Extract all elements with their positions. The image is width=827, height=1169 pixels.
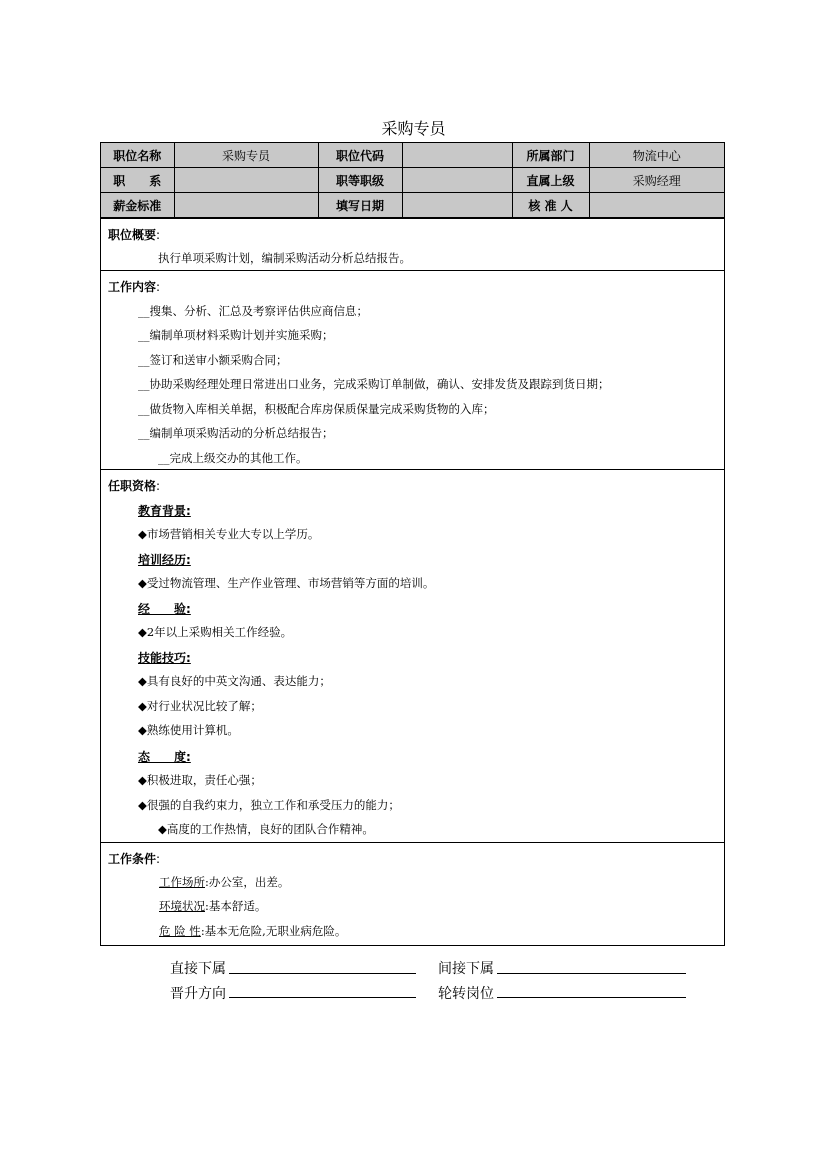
job-family-value	[174, 168, 318, 193]
summary-text: 执行单项采购计划，编制采购活动分析总结报告。	[158, 251, 411, 265]
experience-text: ◆2年以上采购相关工作经验。	[138, 625, 293, 639]
department-value: 物流中心	[589, 143, 724, 168]
work-item: __完成上级交办的其他工作。	[158, 451, 308, 465]
qualification-title: 任职资格	[108, 479, 157, 493]
department-label: 所属部门	[512, 143, 589, 168]
environment-label: 环境状况	[159, 899, 205, 913]
rotation-label: 轮转岗位	[438, 986, 494, 1002]
attitude-item: ◆高度的工作热情，良好的团队合作精神。	[158, 822, 374, 836]
education-text: ◆市场营销相关专业大专以上学历。	[138, 527, 320, 541]
promotion-label: 晋升方向	[170, 986, 226, 1002]
workplace-line	[159, 874, 289, 890]
skills-label: 技能技巧:	[138, 651, 191, 665]
environment-line	[159, 898, 266, 914]
indirect-subordinate-blank	[497, 973, 686, 974]
qualification-section: 任职资格: 教育背景: ◆市场营销相关专业大专以上学历。 培训经历: ◆受过物流管理、生产作业管理、市场营销等方面的培训。 经 验: ◆2年以上采购相关工作经验。 技能技巧: ◆具有良好的中英文沟通、表达能力； ◆对行业状况比较了解； ◆熟练使用计算机。 态 度: ◆积极进取，责任心强； ◆很强的自我约束力，独立工作和承受压力的能力； ◆高度的工作热情，良好的团队合作精神。	[101, 469, 724, 842]
fill-date-label: 填写日期	[318, 193, 402, 218]
salary-value	[174, 193, 318, 218]
work-title: 工作内容	[108, 280, 157, 294]
fill-date-value	[402, 193, 512, 218]
position-code-label: 职位代码	[318, 143, 402, 168]
work-item: __编制单项采购活动的分析总结报告；	[138, 426, 334, 440]
work-section: 工作内容: __搜集、分析、汇总及考察评估供应商信息； __编制单项材料采购计划并实施采购； __签订和送审小额采购合同； __协助采购经理处理日常进出口业务，完成采购订单制做，确认、安排发货及跟踪到货日期； __做货物入库相关单据，积极配合库房保质保量完成采购货物的入库； __编制单项采购活动的分析总结报告； __完成上级交办的其他工作。	[101, 270, 724, 469]
header-row-2	[101, 168, 724, 193]
skill-item: ◆具有良好的中英文沟通、表达能力；	[138, 674, 331, 688]
training-text: ◆受过物流管理、生产作业管理、市场营销等方面的培训。	[138, 576, 435, 590]
skill-item: ◆对行业状况比较了解；	[138, 699, 262, 713]
direct-subordinate-label: 直接下属	[170, 961, 226, 977]
position-code-value	[402, 143, 512, 168]
environment-value: :基本舒适。	[205, 899, 267, 913]
direct-subordinate-blank	[229, 973, 416, 974]
conditions-section: 工作条件: 工作场所:办公室，出差。 环境状况:基本舒适。 危 险 性:基本无危险,无职业病危险。	[101, 842, 724, 946]
position-name-label: 职位名称	[101, 143, 174, 168]
header-row-1	[101, 143, 724, 168]
summary-title: 职位概要	[108, 228, 157, 242]
page-title: 采购专员	[381, 119, 446, 138]
indirect-subordinate-label: 间接下属	[438, 961, 494, 977]
education-label: 教育背景:	[138, 504, 191, 518]
grade-label: 职等职级	[318, 168, 402, 193]
supervisor-label: 直属上级	[512, 168, 589, 193]
work-item: __做货物入库相关单据，积极配合库房保质保量完成采购货物的入库；	[138, 402, 495, 416]
risk-value: :基本无危险,无职业病危险。	[200, 924, 347, 938]
position-name-value: 采购专员	[174, 143, 318, 168]
promotion-blank	[229, 997, 416, 998]
conditions-title: 工作条件	[108, 852, 157, 866]
work-item: __编制单项材料采购计划并实施采购；	[138, 328, 334, 342]
salary-label: 薪金标准	[101, 193, 174, 218]
training-label: 培训经历:	[138, 553, 191, 567]
work-item: __协助采购经理处理日常进出口业务，完成采购订单制做，确认、安排发货及跟踪到货日期；	[138, 377, 610, 391]
work-item: __搜集、分析、汇总及考察评估供应商信息；	[138, 304, 368, 318]
risk-label: 危 险 性	[159, 924, 201, 938]
rotation-blank	[497, 997, 686, 998]
experience-label: 经 验:	[138, 602, 191, 616]
attitude-item: ◆很强的自我约束力，独立工作和承受压力的能力；	[138, 798, 400, 812]
approver-label: 核 准 人	[512, 193, 589, 218]
approver-value	[589, 193, 724, 218]
workplace-value: :办公室，出差。	[205, 875, 290, 889]
header-table	[101, 143, 724, 218]
summary-section: 职位概要: 执行单项采购计划，编制采购活动分析总结报告。	[101, 218, 724, 270]
workplace-label: 工作场所	[159, 875, 205, 889]
job-description-table	[100, 142, 725, 946]
supervisor-value: 采购经理	[589, 168, 724, 193]
attitude-item: ◆积极进取，责任心强；	[138, 773, 262, 787]
work-item: __签订和送审小额采购合同；	[138, 353, 288, 367]
attitude-label: 态 度:	[138, 750, 191, 764]
risk-line	[159, 923, 346, 939]
grade-value	[402, 168, 512, 193]
skill-item: ◆熟练使用计算机。	[138, 723, 239, 737]
header-row-3	[101, 193, 724, 218]
job-family-label: 职 系	[101, 168, 174, 193]
